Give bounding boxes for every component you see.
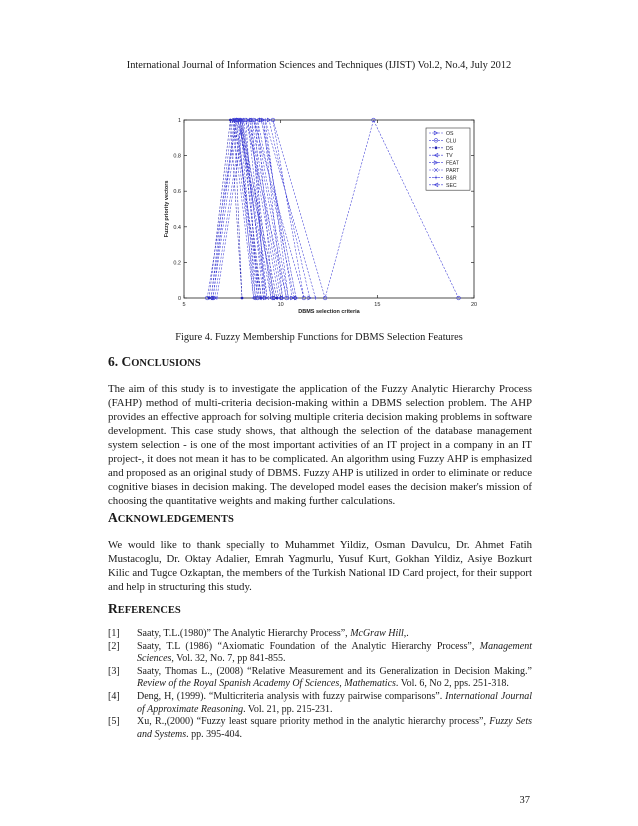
data-point-br [314, 296, 318, 300]
reference-source: International Journal of Approximate Reasoning [137, 690, 532, 715]
y-tick-label: 0.8 [173, 153, 181, 160]
reference-item [108, 691, 532, 716]
reference-item [108, 641, 532, 666]
data-point-ds [241, 297, 244, 300]
data-point-br [287, 296, 291, 300]
y-tick-label: 0 [177, 296, 181, 302]
reference-source: Fuzzy Sets and Systems [137, 716, 532, 740]
reference-tail: . [406, 628, 409, 639]
series-line-clu [207, 120, 458, 298]
reference-tail: . pp. 395-404. [186, 728, 243, 740]
x-tick-label: 20 [470, 302, 478, 308]
legend-label: CLU [446, 138, 457, 145]
reference-number: [5] [108, 716, 120, 728]
legend-label: PART [446, 168, 460, 174]
reference-text: Deng, H, (1999). “Multicriteria analysis with fuzzy pairwise comparisons”. [137, 690, 446, 702]
legend-label: B&R [446, 175, 457, 182]
reference-item [108, 666, 532, 691]
acknowledgements-heading: ACKNOWLEDGEMENTS [108, 510, 234, 525]
x-tick-label: 5 [182, 302, 186, 308]
data-point-br [215, 296, 219, 300]
reference-number: [3] [108, 665, 120, 677]
legend-label: OS [446, 131, 454, 137]
reference-text: Xu, R.,(2000) “Fuzzy least square priority method in the analytic hierarchy process”, [137, 716, 490, 728]
reference-text: Saaty, T.L (1986) “Axiomatic Foundation of the Analytic Hierarchy Process”, [137, 640, 480, 652]
reference-tail: Vol. 32, No. 7, pp 841-855. [173, 653, 286, 665]
legend-label: TV [446, 153, 453, 160]
y-axis-label: Fuzzy priority vectors [164, 180, 170, 238]
x-axis-label: DBMS selection criteria [298, 309, 360, 315]
x-tick-label: 10 [277, 302, 284, 308]
references-list [108, 628, 532, 741]
reference-number: [2] [108, 640, 120, 652]
reference-number: [1] [108, 628, 120, 639]
reference-number: [4] [108, 690, 120, 702]
x-tick-label: 15 [374, 302, 381, 308]
legend-label: SEC [446, 182, 457, 189]
acknowledgements-body: We would like to thank specially to Muhammet Yildiz, Osman Davulcu, Dr. Ahmet Fatih Mustacoglu, Dr. Oktay Adalier, Emrah Yagmurlu, Yusuf Kurt, Gokhan Yildiz, Asiye Bozkurt Kilic and Tugce Ozkaptan, the members of the Turkish National ID Card project, for their support and help in structuring this study. [108, 539, 532, 593]
fuzzy-membership-chart [150, 100, 490, 320]
legend-label: DS [446, 145, 454, 152]
reference-tail: . Vol. 21, pp. 215-231. [243, 703, 333, 715]
reference-source: Management Sciences, [137, 640, 532, 665]
y-tick-label: 1 [177, 118, 181, 124]
reference-text: Saaty, Thomas L., (2008) “Relative Measurement and its Generalization in Decision Making.” [137, 665, 532, 677]
y-tick-label: 0.2 [173, 260, 181, 267]
legend-label: FEAT [446, 160, 459, 167]
figure-caption: Figure 4. Fuzzy Membership Functions for DBMS Selection Features [175, 332, 463, 343]
y-tick-label: 0.4 [173, 224, 181, 231]
reference-source: Review of the Royal Spanish Academy Of Sciences, Mathematics [137, 678, 396, 690]
running-header: International Journal of Information Sciences and Techniques (IJIST) Vol.2, No.4, July 2012 [126, 60, 512, 71]
reference-item [108, 628, 532, 641]
conclusions-body: The aim of this study is to investigate the application of the Fuzzy Analytic Hierarchy Process (FAHP) method of multi-criteria decision-making within a DBMS selection problem. The AHP provides an effective approach for solving multiple criteria decision making problems in software development. This case study shows, that although the selection of the database management system selection - is one of the most important activities of an IT project in a company in an IT project-, it does not mean it has to be complicated. An algorithm using Fuzzy AHP is emphasized and proposed as an original study of DBMS. Fuzzy AHP is utilized in order to eliminate or reduce cognitive biases in decision making. The developed model eases the decision maker's mission of choosing the quantitative weights and making further calculations. [108, 383, 532, 507]
references-heading: REFERENCES [108, 601, 181, 616]
y-tick-label: 0.6 [173, 189, 181, 196]
reference-source: McGraw Hill, [350, 628, 407, 639]
page-number: 37 [519, 795, 530, 806]
reference-tail: . Vol. 6, No 2, pps. 251-318. [395, 678, 509, 690]
reference-text: Saaty, T.L.(1980)” The Analytic Hierarchy Process”, [137, 628, 351, 639]
data-point-br [263, 118, 267, 122]
legend-marker [435, 146, 438, 149]
conclusions-heading: 6. CONCLUSIONS [108, 354, 201, 369]
reference-item [108, 716, 532, 741]
